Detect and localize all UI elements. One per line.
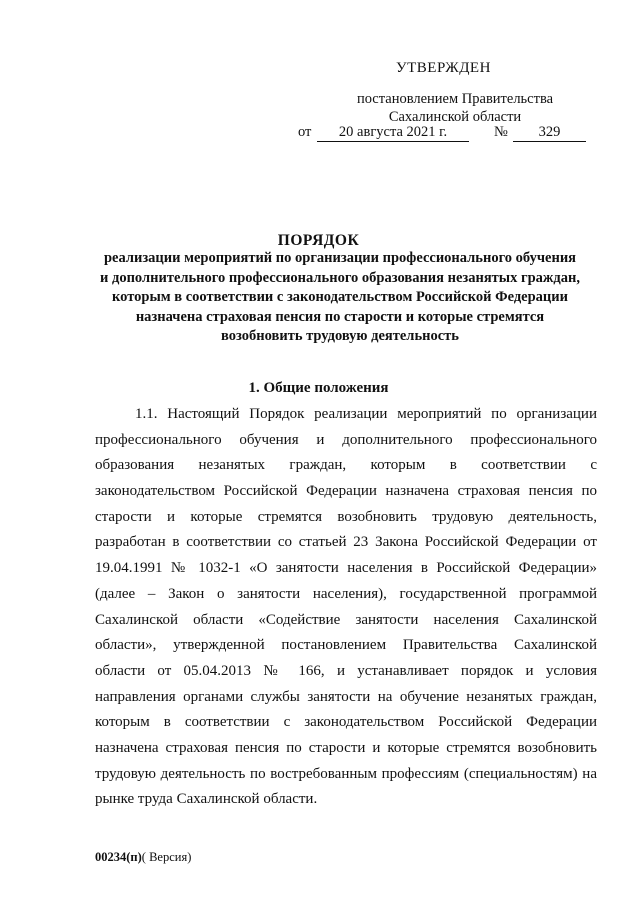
subtitle-line: которым в соответствии с законодательством Российской Федерации bbox=[112, 289, 568, 305]
document-subtitle bbox=[70, 249, 610, 347]
document-version: ( Версия) bbox=[141, 850, 192, 864]
section-body bbox=[95, 402, 597, 813]
body-line: которым в соответствии с законодательством Российской Федерации bbox=[95, 714, 597, 731]
approval-title: УТВЕРЖДЕН bbox=[396, 60, 491, 76]
body-line: 19.04.1991 № 1032-1 «О занятости населения в Российской Федерации» bbox=[95, 560, 597, 577]
body-line: 1.1. Настоящий Порядок реализации мероприятий по организации bbox=[135, 406, 597, 422]
subtitle-line: и дополнительного профессионального образования незанятых граждан, bbox=[100, 269, 580, 286]
body-line: старости и которые стремятся возобновить трудовую деятельность, bbox=[95, 508, 597, 525]
approval-line-2: Сахалинской области bbox=[388, 109, 522, 125]
approval-line-1: постановлением Правительства bbox=[356, 91, 554, 107]
body-line: трудовую деятельность по востребованным профессиям (специальностям) на bbox=[95, 765, 597, 782]
subtitle-line: назначена страховая пенсия по старости и которые стремятся bbox=[135, 308, 545, 325]
date-prefix: от bbox=[298, 124, 312, 140]
body-line: Сахалинской области «Содействие занятости населения Сахалинской bbox=[95, 611, 597, 628]
body-line: назначена страховая пенсия по старости и которые стремятся возобновить bbox=[95, 739, 597, 756]
footer bbox=[95, 850, 191, 865]
body-line: профессионального обучения и дополнительного профессионального bbox=[95, 431, 597, 448]
body-line: области», утвержденной постановлением Правительства Сахалинской bbox=[95, 637, 597, 654]
body-line: рынке труда Сахалинской области. bbox=[95, 791, 318, 808]
body-line: (далее – Закон о занятости населения), государственной программой bbox=[95, 585, 597, 602]
document-code: 00234(п) bbox=[95, 850, 142, 864]
approval-date: 20 августа 2021 г. bbox=[317, 124, 469, 142]
body-line: области от 05.04.2013 № 166, и устанавливает порядок и условия bbox=[95, 662, 597, 679]
document-title: ПОРЯДОК bbox=[277, 232, 360, 249]
approval-number: 329 bbox=[513, 124, 586, 142]
subtitle-line: реализации мероприятий по организации профессионального обучения bbox=[103, 250, 577, 266]
section-heading: 1. Общие положения bbox=[248, 380, 389, 396]
subtitle-line: возобновить трудовую деятельность bbox=[221, 328, 459, 344]
body-line: направления органами службы занятости на обучение незанятых граждан, bbox=[95, 688, 597, 705]
body-line: разработан в соответствии со статьей 23 Закона Российской Федерации от bbox=[95, 534, 597, 551]
number-prefix: № bbox=[494, 124, 508, 140]
body-line: образования незанятых граждан, которым в соответствии с bbox=[95, 457, 597, 474]
body-line: законодательством Российской Федерации назначена страховая пенсия по bbox=[95, 483, 597, 500]
